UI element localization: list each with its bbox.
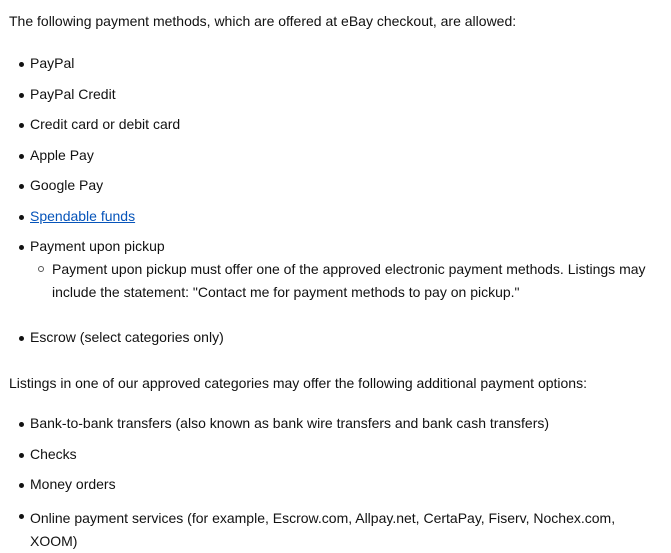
bullet-icon: [19, 483, 24, 488]
circle-bullet-icon: [38, 266, 44, 272]
list-item-payment-upon-pickup: Payment upon pickup: [30, 238, 165, 254]
list-item-spendable-funds: [30, 208, 135, 225]
bullet-icon: [19, 245, 24, 250]
bullet-icon: [19, 184, 24, 189]
list-item-bank-transfers: Bank-to-bank transfers (also known as bank wire transfers and bank cash transfers): [30, 415, 550, 431]
list-item-money-orders: Money orders: [30, 476, 116, 492]
list-item-checks: Checks: [30, 446, 77, 462]
bullet-icon: [19, 453, 24, 458]
additional-options-intro: Listings in one of our approved categories may offer the following additional payment options:: [9, 375, 587, 391]
list-item-paypal: PayPal: [30, 55, 75, 71]
pickup-note: Payment upon pickup must offer one of the approved electronic payment methods. Listings may include the statement: "Contact me for payment methods to pay on pickup.": [52, 261, 646, 300]
bullet-icon: [19, 514, 24, 519]
bullet-icon: [19, 154, 24, 159]
bullet-icon: [19, 336, 24, 341]
bullet-icon: [19, 62, 24, 67]
allowed-methods-intro: The following payment methods, which are offered at eBay checkout, are allowed:: [9, 13, 517, 29]
bullet-icon: [19, 422, 24, 427]
list-item-escrow: Escrow (select categories only): [30, 329, 224, 345]
spendable-funds-link[interactable]: Spendable funds: [30, 208, 136, 224]
bullet-icon: [19, 215, 24, 220]
list-item-credit-debit-card: Credit card or debit card: [30, 116, 181, 132]
bullet-icon: [19, 93, 24, 98]
bullet-icon: [19, 123, 24, 128]
list-item-apple-pay: Apple Pay: [30, 147, 94, 163]
list-item-online-payment-services: Online payment services (for example, Escrow.com, Allpay.net, CertaPay, Fiserv, Nochex.com, XOOM): [30, 510, 616, 549]
list-item-google-pay: Google Pay: [30, 177, 104, 193]
list-item-paypal-credit: PayPal Credit: [30, 86, 116, 102]
